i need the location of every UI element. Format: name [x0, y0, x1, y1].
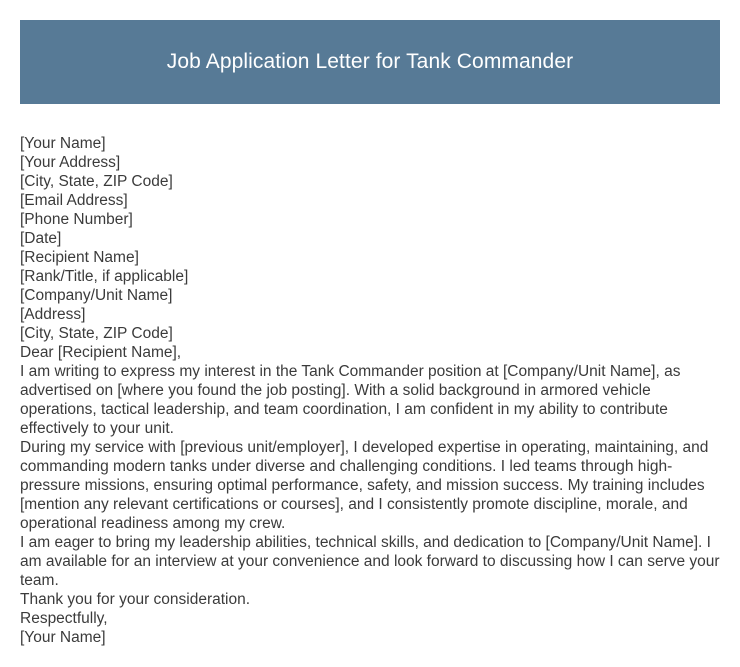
- page-title: Job Application Letter for Tank Commander: [166, 50, 574, 73]
- body-paragraph-thanks: Thank you for your consideration.: [20, 591, 251, 608]
- sender-email: [Email Address]: [20, 192, 128, 209]
- sender-phone: [Phone Number]: [20, 211, 133, 228]
- recipient-company: [Company/Unit Name]: [20, 287, 173, 304]
- sender-address: [Your Address]: [20, 154, 121, 171]
- recipient-title: [Rank/Title, if applicable]: [20, 268, 189, 285]
- recipient-block: [20, 248, 720, 343]
- recipient-city-state-zip: [City, State, ZIP Code]: [20, 325, 173, 342]
- body-paragraph-experience: During my service with [previous unit/employer], I developed expertise in operating, maintaining, and commanding modern tanks under diverse and challenging conditions. I led teams through high-pressure missions, ensuring optimal performance, safety, and mission success. My training includes [mention any relevant certifications or courses], and I consistently promote discipline, morale, and operational readiness among my crew.: [20, 439, 709, 532]
- title-banner: [20, 20, 720, 104]
- letter-date: [Date]: [20, 230, 62, 247]
- recipient-address: [Address]: [20, 306, 86, 323]
- sender-city-state-zip: [City, State, ZIP Code]: [20, 173, 173, 190]
- body-paragraph-intro: I am writing to express my interest in the Tank Commander position at [Company/Unit Name], as advertised on [where you found the job posting]. With a solid background in armored vehicle operations, tactical leadership, and team coordination, I am confident in my ability to contribute effectively to your unit.: [20, 363, 681, 437]
- sender-name: [Your Name]: [20, 135, 106, 152]
- sender-block: [20, 134, 720, 229]
- closing: Respectfully,: [20, 610, 108, 627]
- salutation: Dear [Recipient Name],: [20, 344, 182, 361]
- letter-body: [20, 134, 720, 647]
- signature: [Your Name]: [20, 629, 106, 646]
- body-paragraph-interest: I am eager to bring my leadership abilities, technical skills, and dedication to [Company/Unit Name]. I am available for an interview at your convenience and look forward to discussing how I can serve your team.: [20, 534, 720, 589]
- recipient-name: [Recipient Name]: [20, 249, 139, 266]
